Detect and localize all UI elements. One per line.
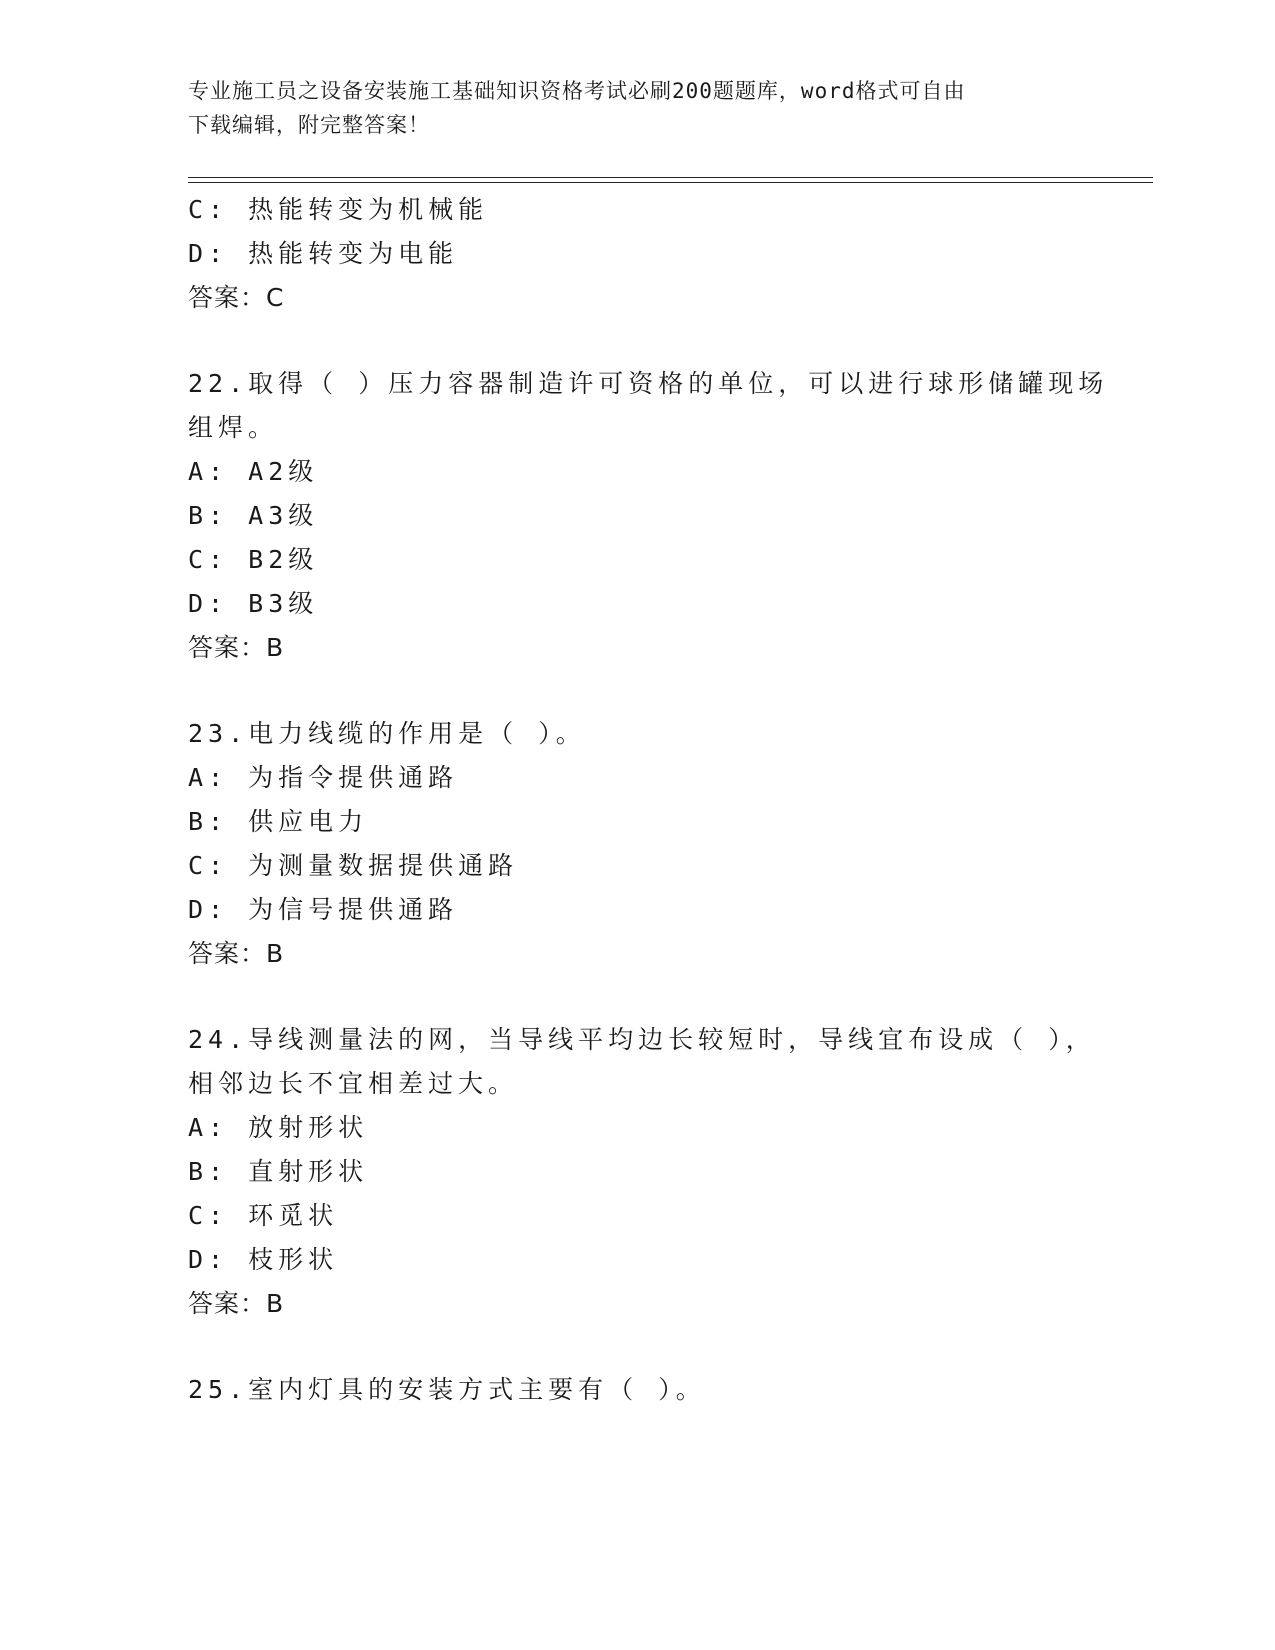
q21-answer: 答案：C (188, 283, 285, 312)
q23-answer: 答案：B (188, 939, 285, 968)
q21-option-c: C: 热能转变为机械能 (188, 195, 489, 224)
q22-option-a: A: A2级 (188, 457, 319, 486)
q22-option-b: B: A3级 (188, 501, 319, 530)
q22-stem-line-2: 组焊。 (188, 413, 279, 442)
q24-answer: 答案：B (188, 1289, 285, 1318)
q21-option-d: D: 热能转变为电能 (188, 239, 459, 268)
header-line-1: 专业施工员之设备安装施工基础知识资格考试必刷200题题库，word格式可自由 (188, 79, 966, 103)
document-header (188, 74, 1068, 142)
q23-option-a: A: 为指令提供通路 (188, 763, 459, 792)
q24-option-c: C: 环觅状 (188, 1201, 339, 1230)
header-rule-bottom (188, 182, 1153, 183)
q24-option-b: B: 直射形状 (188, 1157, 369, 1186)
q24-stem-line-1: 24.导线测量法的网，当导线平均边长较短时，导线宜布设成（ ）， (188, 1025, 1096, 1054)
header-rule-top (188, 177, 1153, 178)
q23-stem-line-1: 23.电力线缆的作用是（ ）。 (188, 719, 586, 748)
q24-option-d: D: 枝形状 (188, 1245, 339, 1274)
q23-option-b: B: 供应电力 (188, 807, 369, 836)
q22-stem-line-1: 22.取得（ ）压力容器制造许可资格的单位，可以进行球形储罐现场 (188, 369, 1109, 398)
q25-stem-line-1: 25.室内灯具的安装方式主要有（ ）。 (188, 1375, 706, 1404)
q22-answer: 答案：B (188, 633, 285, 662)
q24-option-a: A: 放射形状 (188, 1113, 369, 1142)
q22-option-c: C: B2级 (188, 545, 319, 574)
q24-stem-line-2: 相邻边长不宜相差过大。 (188, 1069, 519, 1098)
header-line-2: 下载编辑，附完整答案！ (188, 113, 430, 137)
q23-option-c: C: 为测量数据提供通路 (188, 851, 519, 880)
q23-option-d: D: 为信号提供通路 (188, 895, 459, 924)
q22-option-d: D: B3级 (188, 589, 319, 618)
